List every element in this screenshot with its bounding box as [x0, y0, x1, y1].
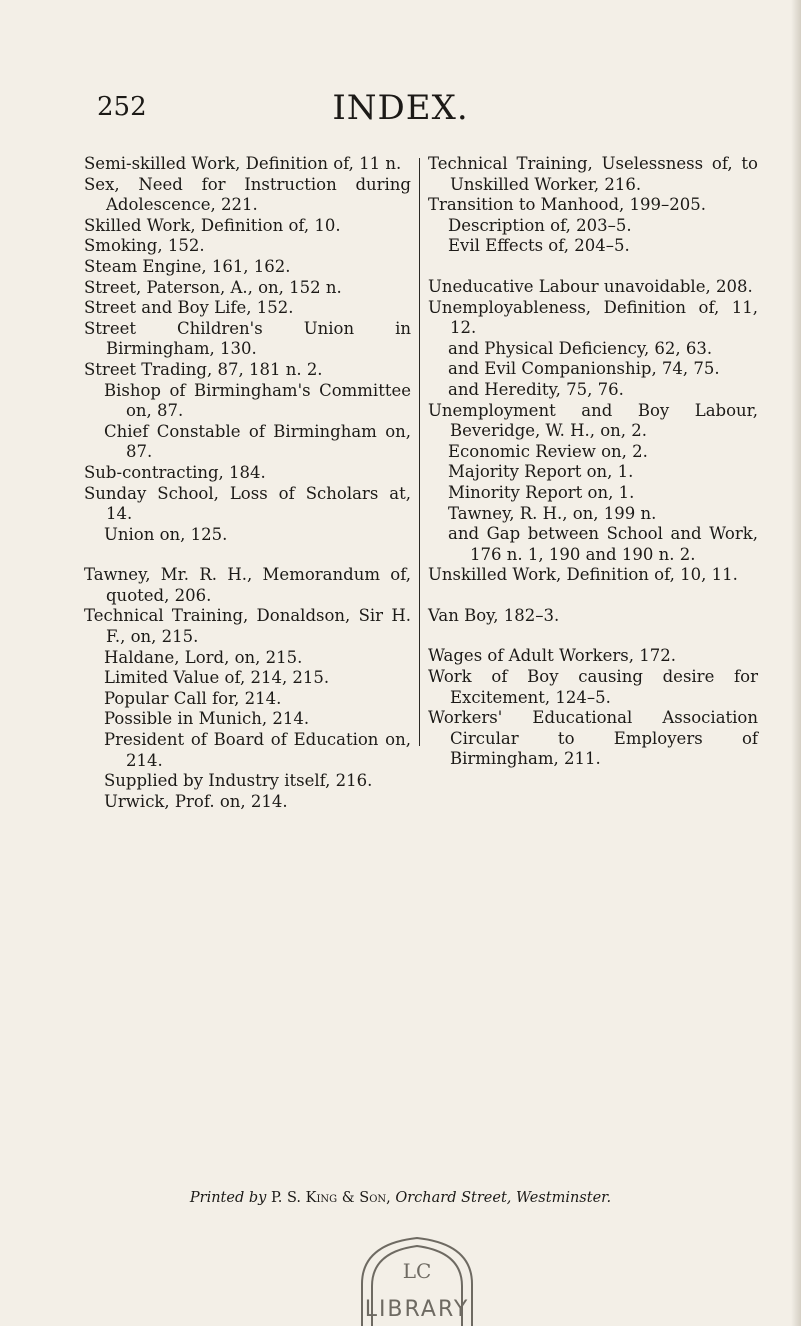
index-subentry: and Heredity, 75, 76.	[448, 379, 624, 399]
index-entry: Semi-skilled Work, Definition of, 11 n.	[84, 154, 402, 173]
index-subentry: Tawney, R. H., on, 199 n.	[448, 503, 657, 523]
entry-gap	[428, 257, 758, 277]
index-subentry: Possible in Munich, 214.	[104, 709, 310, 729]
index-entry: Workers' Educational Association Circular to Employers of Birmingham, 211.	[428, 708, 758, 769]
index-entry: Unemployableness, Definition of, 11, 12.	[428, 297, 758, 338]
index-entry: Tawney, Mr. R. H., Memorandum of, quoted, 206.	[84, 565, 411, 605]
index-entry: Sex, Need for Instruction during Adolescence, 221.	[84, 174, 411, 215]
index-entry: Sub-contracting, 184.	[84, 462, 266, 482]
index-entry: Wages of Adult Workers, 172.	[428, 646, 676, 666]
page-number: 252	[97, 92, 147, 122]
index-column-left	[84, 154, 411, 812]
index-entry: Transition to Manhood, 199–205.	[428, 195, 707, 215]
index-subentry: Minority Report on, 1.	[448, 482, 635, 502]
running-head-title: INDEX.	[332, 88, 469, 128]
index-entry: Smoking, 152.	[84, 236, 205, 256]
imprint-printer: P. S. King & Son,	[270, 1190, 391, 1206]
index-subentry: Limited Value of, 214, 215.	[104, 668, 330, 688]
index-subentry: and Physical Deficiency, 62, 63.	[448, 338, 713, 358]
index-subentry: Union on, 125.	[104, 524, 228, 544]
index-subentry: Supplied by Industry itself, 216.	[104, 771, 373, 791]
index-entry: Steam Engine, 161, 162.	[84, 256, 291, 276]
entry-gap	[428, 586, 758, 606]
index-subentry: Description of, 203–5.	[448, 215, 632, 235]
index-entry: Street and Boy Life, 152.	[84, 298, 294, 318]
index-entry: Unemployment and Boy Labour, Beveridge, W. H., on, 2.	[428, 400, 758, 441]
index-entry: Work of Boy causing desire for Excitement, 124–5.	[428, 667, 758, 707]
index-subentry: President of Board of Education on, 214.	[104, 730, 411, 770]
page-edge-shadow	[791, 0, 801, 1326]
printer-imprint	[0, 1190, 801, 1206]
index-subentry: Majority Report on, 1.	[448, 462, 634, 482]
entry-gap	[84, 545, 411, 565]
index-entry: Street Children's Union in Birmingham, 130.	[84, 318, 411, 359]
index-subentry: Economic Review on, 2.	[448, 441, 648, 461]
imprint-printed-by: Printed by	[189, 1190, 267, 1206]
index-subentry: Haldane, Lord, on, 215.	[104, 647, 303, 667]
index-entry: Technical Training, Uselessness of, to Unskilled Worker, 216.	[428, 154, 758, 194]
index-entry: Street Trading, 87, 181 n. 2.	[84, 359, 323, 379]
column-divider	[419, 158, 420, 746]
library-stamp-icon	[322, 1224, 512, 1326]
index-subentry: Popular Call for, 214.	[104, 688, 282, 708]
index-entry: Uneducative Labour unavoidable, 208.	[428, 276, 753, 296]
index-subentry: Urwick, Prof. on, 214.	[104, 791, 288, 811]
index-subentry: and Gap between School and Work, 176 n. 1, 190 and 190 n. 2.	[448, 524, 758, 564]
index-subentry: and Evil Companionship, 74, 75.	[448, 359, 720, 379]
imprint-address: Orchard Street, Westminster.	[395, 1190, 612, 1206]
index-entry: Street, Paterson, A., on, 152 n.	[84, 277, 342, 297]
index-subentry: Bishop of Birmingham's Committee on, 87.	[104, 380, 411, 421]
index-entry: Sunday School, Loss of Scholars at, 14.	[84, 483, 411, 524]
index-entry: Van Boy, 182–3.	[428, 605, 560, 625]
entry-gap	[428, 626, 758, 646]
index-entry: Technical Training, Donaldson, Sir H. F., on, 215.	[84, 606, 411, 647]
index-column-right	[428, 154, 758, 770]
index-subentry: Evil Effects of, 204–5.	[448, 236, 630, 256]
stamp-library-text: LIBRARY	[364, 1297, 470, 1322]
page-header	[0, 88, 801, 138]
stamp-arc-text: LC	[402, 1259, 432, 1283]
index-entry: Skilled Work, Definition of, 10.	[84, 215, 341, 235]
index-entry: Unskilled Work, Definition of, 10, 11.	[428, 565, 738, 585]
index-subentry: Chief Constable of Birmingham on, 87.	[104, 421, 411, 462]
